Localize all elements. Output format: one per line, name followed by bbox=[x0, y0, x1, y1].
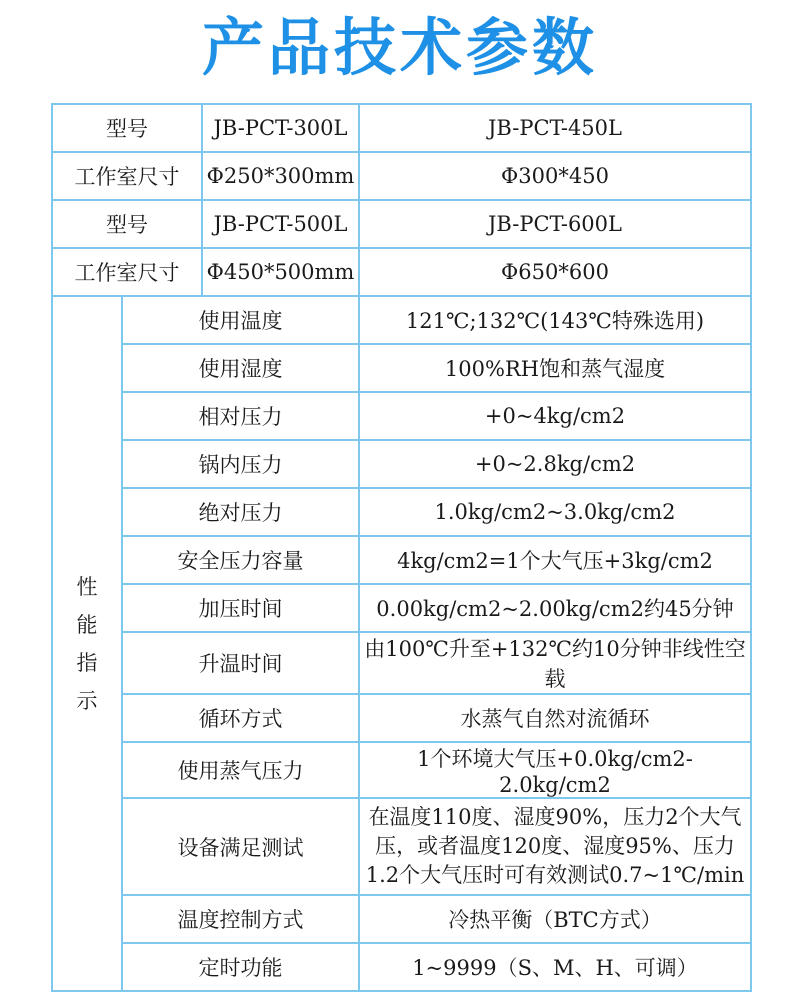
size-value-b: Φ300*450 bbox=[359, 152, 751, 200]
spec-label: 锅内压力 bbox=[122, 440, 359, 488]
size-value-b: Φ650*600 bbox=[359, 248, 751, 296]
spec-label: 绝对压力 bbox=[122, 488, 359, 536]
spec-value: 冷热平衡（BTC方式） bbox=[359, 895, 751, 943]
category-char: 能 bbox=[76, 612, 98, 637]
spec-value: 由100℃升至+132℃约10分钟非线性空载 bbox=[359, 632, 751, 694]
category-label bbox=[52, 296, 122, 991]
spec-row bbox=[52, 943, 751, 991]
spec-value: 1.0kg/cm2~3.0kg/cm2 bbox=[359, 488, 751, 536]
spec-value: +0~2.8kg/cm2 bbox=[359, 440, 751, 488]
spec-row bbox=[52, 895, 751, 943]
category-char: 性 bbox=[76, 574, 98, 599]
spec-value: +0~4kg/cm2 bbox=[359, 392, 751, 440]
spec-label: 相对压力 bbox=[122, 392, 359, 440]
model-row bbox=[52, 104, 751, 152]
model-value-b: JB-PCT-450L bbox=[359, 104, 751, 152]
spec-row bbox=[52, 584, 751, 632]
spec-row bbox=[52, 742, 751, 798]
spec-row bbox=[52, 440, 751, 488]
spec-row bbox=[52, 296, 751, 344]
spec-label: 安全压力容量 bbox=[122, 536, 359, 584]
spec-row bbox=[52, 694, 751, 742]
spec-value: 4kg/cm2=1个大气压+3kg/cm2 bbox=[359, 536, 751, 584]
spec-row bbox=[52, 344, 751, 392]
model-row bbox=[52, 200, 751, 248]
spec-row bbox=[52, 632, 751, 694]
spec-value: 1~9999（S、M、H、可调） bbox=[359, 943, 751, 991]
spec-label: 定时功能 bbox=[122, 943, 359, 991]
model-value-b: JB-PCT-600L bbox=[359, 200, 751, 248]
spec-value: 水蒸气自然对流循环 bbox=[359, 694, 751, 742]
spec-label: 升温时间 bbox=[122, 632, 359, 694]
spec-label: 加压时间 bbox=[122, 584, 359, 632]
spec-row bbox=[52, 392, 751, 440]
category-char: 指 bbox=[76, 650, 98, 675]
category-char: 示 bbox=[76, 688, 98, 713]
model-label: 型号 bbox=[52, 104, 202, 152]
spec-row bbox=[52, 798, 751, 895]
spec-value: 100%RH饱和蒸气湿度 bbox=[359, 344, 751, 392]
model-label: 型号 bbox=[52, 200, 202, 248]
spec-label: 使用温度 bbox=[122, 296, 359, 344]
size-value-a: Φ250*300mm bbox=[202, 152, 359, 200]
spec-table bbox=[51, 103, 752, 992]
size-row bbox=[52, 248, 751, 296]
spec-label: 使用蒸气压力 bbox=[122, 742, 359, 798]
spec-row bbox=[52, 536, 751, 584]
spec-value: 在温度110度、湿度90%，压力2个大气压，或者温度120度、湿度95%、压力1.2个大气压时可有效测试0.7~1℃/min bbox=[359, 798, 751, 895]
page-title: 产品技术参数 bbox=[201, 11, 598, 84]
spec-label: 设备满足测试 bbox=[122, 798, 359, 895]
model-value-a: JB-PCT-500L bbox=[202, 200, 359, 248]
size-label: 工作室尺寸 bbox=[52, 248, 202, 296]
spec-label: 温度控制方式 bbox=[122, 895, 359, 943]
size-row bbox=[52, 152, 751, 200]
model-value-a: JB-PCT-300L bbox=[202, 104, 359, 152]
spec-label: 使用湿度 bbox=[122, 344, 359, 392]
size-label: 工作室尺寸 bbox=[52, 152, 202, 200]
spec-value: 121℃;132℃(143℃特殊选用) bbox=[359, 296, 751, 344]
size-value-a: Φ450*500mm bbox=[202, 248, 359, 296]
spec-row bbox=[52, 488, 751, 536]
spec-value: 0.00kg/cm2~2.00kg/cm2约45分钟 bbox=[359, 584, 751, 632]
spec-value: 1个环境大气压+0.0kg/cm2-2.0kg/cm2 bbox=[359, 742, 751, 798]
spec-label: 循环方式 bbox=[122, 694, 359, 742]
